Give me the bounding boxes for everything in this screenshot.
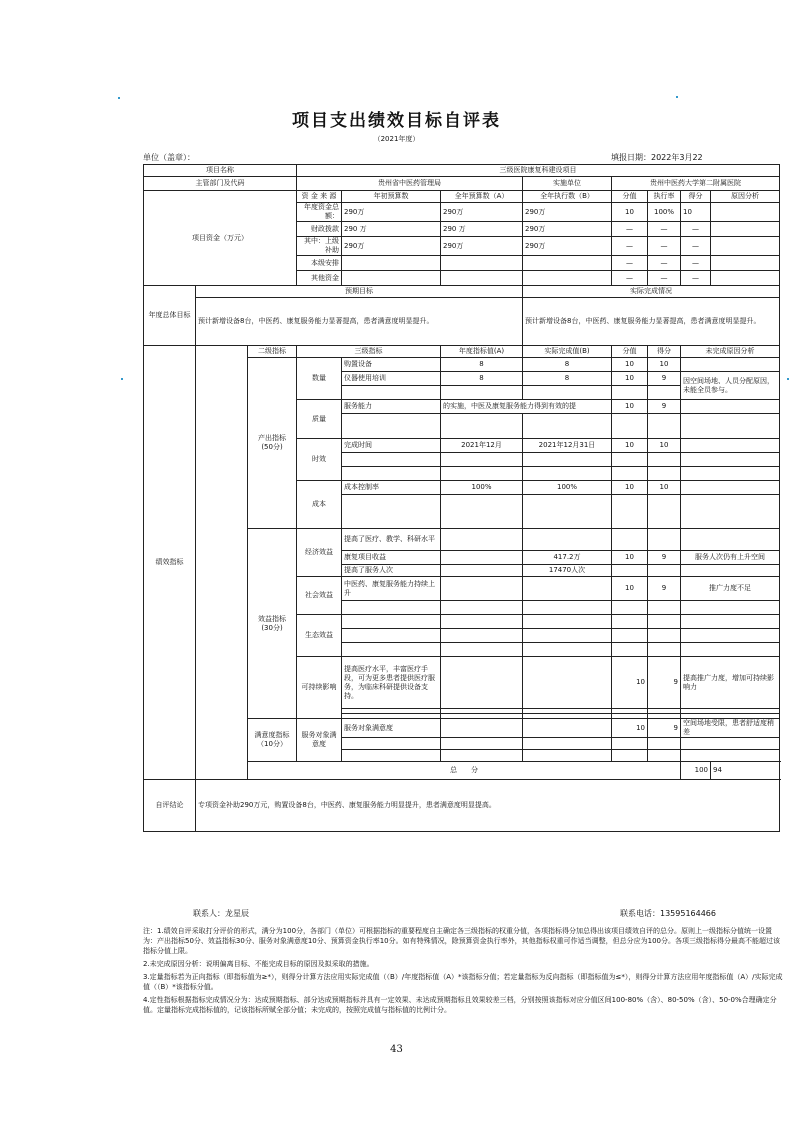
funds-row-score-value: — (612, 222, 648, 237)
funds-row-rate: — (648, 256, 681, 271)
contact-person: 联系人：龙星辰 (193, 909, 249, 918)
funds-row-reason (711, 271, 780, 286)
funds-row-score: — (681, 256, 711, 271)
funds-row-name: 其他资金 (297, 271, 342, 286)
indicator-score: 9 (648, 551, 681, 565)
satisfaction-score: （10分） (257, 740, 287, 748)
funds-row-score-value: — (612, 256, 648, 271)
indicator-name: 中医药、康复服务能力持续上升 (342, 577, 441, 601)
funds-row-reason (711, 203, 780, 222)
indicator-name: 提高了医疗、教学、科研水平 (342, 529, 441, 551)
indicator-reason: 推广力度不足 (681, 577, 780, 601)
indicator-actual: 100% (523, 481, 612, 495)
funds-row-rate: — (648, 237, 681, 256)
unit-label: 单位（盖章）： (143, 153, 195, 162)
funds-row-initial (342, 271, 441, 286)
indicator-score-value: 10 (612, 358, 648, 372)
funds-row-score-value: — (612, 237, 648, 256)
funds-row-score: — (681, 222, 711, 237)
margin-mark (676, 96, 678, 98)
indicator-score: 9 (648, 400, 681, 414)
page-number: 43 (390, 1044, 403, 1055)
indicator-score: 9 (648, 719, 681, 738)
actual-header: 实际完成情况 (523, 286, 780, 298)
service-object-label: 服务对象满意度 (297, 719, 342, 762)
indicator-target: 8 (441, 372, 523, 386)
indicator-target: 8 (441, 358, 523, 372)
total-label: 总 分 (248, 762, 681, 780)
indicator-name: 完成时间 (342, 439, 441, 453)
margin-mark (787, 378, 789, 380)
output-indicator (248, 358, 297, 529)
indicator-actual: 2021年12月31日 (523, 439, 612, 453)
indicator-score: 10 (648, 439, 681, 453)
perf-header-score: 得分 (648, 346, 681, 358)
notes-section (143, 926, 783, 1018)
actual-result: 预计新增设备8台，中医药、康复服务能力显著提高，患者满意度明显提升。 (523, 298, 780, 346)
perf-header-reason: 未完成原因分析 (681, 346, 780, 358)
benefit-indicator (248, 529, 297, 719)
ecological-label: 生态效益 (297, 615, 342, 657)
indicator-score-value: 10 (612, 400, 648, 414)
funds-header-reason: 原因分析 (711, 191, 780, 203)
funds-row-initial: 290 万 (342, 222, 441, 237)
contact-phone-label: 联系电话： (620, 909, 660, 918)
perf-header-level2: 二级指标 (248, 346, 297, 358)
output-score: (50分) (261, 443, 283, 451)
indicator-score-value: 10 (612, 577, 648, 601)
report-year: （2021年度） (373, 135, 420, 143)
contact-phone (620, 908, 716, 919)
expected-header: 预期目标 (196, 286, 523, 298)
funds-header-exec: 全年执行数（B） (523, 191, 612, 203)
total-score: 94 (711, 762, 780, 780)
funds-header-score-value: 分值 (612, 191, 648, 203)
funds-row-score: — (681, 271, 711, 286)
indicator-score-value: 10 (612, 657, 648, 709)
perf-header-target: 年度指标值(A) (441, 346, 523, 358)
impl-value: 贵州中医药大学第二附属医院 (612, 177, 780, 191)
quality-label: 质量 (297, 400, 342, 439)
economic-label: 经济效益 (297, 529, 342, 577)
indicator-score-value: 10 (612, 372, 648, 386)
funds-row-initial (342, 256, 441, 271)
funds-row-full: 290 万 (441, 222, 523, 237)
perf-label: 绩效指标 (144, 346, 196, 780)
timeliness-label: 时效 (297, 439, 342, 481)
indicator-name: 服务能力 (342, 400, 441, 414)
funds-row-rate: — (648, 222, 681, 237)
funds-header-rate: 执行率 (648, 191, 681, 203)
conclusion-text: 专项资金补助290万元，购置设备8台，中医药、康复服务能力明显提升，患者满意度明显提高。 (196, 780, 780, 832)
indicator-target: 的实施，中医及康复服务能力得到有效的提 (441, 400, 612, 414)
indicator-score-value: 10 (612, 719, 648, 738)
output-label: 产出指标 (258, 434, 286, 442)
funds-header-source: 资 金 来 源 (297, 191, 342, 203)
funds-row-initial: 290万 (342, 203, 441, 222)
indicator-name: 购置设备 (342, 358, 441, 372)
funds-row-exec: 290万 (523, 203, 612, 222)
funds-row-rate: 100% (648, 203, 681, 222)
impl-label: 实施单位 (523, 177, 612, 191)
margin-mark (121, 378, 123, 380)
indicator-score-value: 10 (612, 481, 648, 495)
indicator-name: 提高了服务人次 (342, 565, 441, 577)
sustainable-label: 可持续影响 (297, 657, 342, 719)
indicator-reason: 空间场地受限，患者舒适度稍差 (681, 719, 780, 738)
indicator-score-value: 10 (612, 551, 648, 565)
social-label: 社会效益 (297, 577, 342, 615)
fill-date: 填报日期：2022年3月22 (611, 153, 703, 162)
indicator-reason: 服务人次仍有上升空间 (681, 551, 780, 565)
satisfaction-indicator (248, 719, 297, 762)
funds-row-full (441, 256, 523, 271)
perf-header-level3: 三级指标 (297, 346, 441, 358)
indicator-actual: 417.2万 (523, 551, 612, 565)
funds-row-score-value: — (612, 271, 648, 286)
indicator-score: 9 (648, 372, 681, 386)
quantity-label: 数量 (297, 358, 342, 400)
indicator-actual: 8 (523, 372, 612, 386)
indicator-score: 10 (648, 481, 681, 495)
indicator-name: 康复项目收益 (342, 551, 441, 565)
indicator-name: 仪器使用培训 (342, 372, 441, 386)
funds-row-exec: 290万 (523, 222, 612, 237)
note-item: 2.未完成原因分析：说明偏离目标、不能完成目标的原因及拟采取的措施。 (143, 960, 374, 968)
indicator-reason: 提高推广力度，增加可持续影响力 (681, 657, 780, 709)
funds-row-exec (523, 271, 612, 286)
funds-row-name: 财政拨款 (297, 222, 342, 237)
indicator-actual: 17470人次 (523, 565, 612, 577)
funds-row-name: 其中：上级补助 (297, 237, 342, 256)
funds-header-score: 得分 (681, 191, 711, 203)
indicator-score-value: 10 (612, 439, 648, 453)
conclusion-label: 自评结论 (144, 780, 196, 832)
indicator-reason: 因空间场地、人员分配原因，未能全员参与。 (681, 372, 780, 400)
funds-header-initial: 年初预算数 (342, 191, 441, 203)
expected-goal: 预计新增设备8台，中医药、康复服务能力显著提高，患者满意度明显提升。 (196, 298, 523, 346)
indicator-actual: 8 (523, 358, 612, 372)
funds-row-score: 10 (681, 203, 711, 222)
dept-label: 主管部门及代码 (144, 177, 297, 191)
funds-row-score-value: 10 (612, 203, 648, 222)
project-name: 三级医院康复科建设项目 (297, 165, 780, 177)
perf-header-actual: 实际完成值(B) (523, 346, 612, 358)
funds-row-reason (711, 222, 780, 237)
dept-value: 贵州省中医药管理局 (297, 177, 523, 191)
benefit-label: 效益指标 (258, 614, 286, 623)
note-item: 3.定量指标若为正向指标（即指标值为≥*），则得分计算方法应用实际完成值（（B）/年度指标值（A）*该指标分值；若定量指标为反向指标（即指标值为≤*），则得分计算方法应用年度指标值（A）/实际完成值（（B）*该指标分值。 (143, 973, 783, 991)
self-evaluation-table (143, 164, 780, 832)
indicator-name: 服务对象满意度 (342, 719, 441, 738)
perf-header-score-value: 分值 (612, 346, 648, 358)
funds-row-score: — (681, 237, 711, 256)
margin-mark (118, 97, 120, 99)
benefit-score: (30分) (261, 623, 283, 632)
project-name-label: 项目名称 (144, 165, 297, 177)
funds-row-initial: 290万 (342, 237, 441, 256)
contact-phone-number: 13595164466 (660, 909, 716, 918)
indicator-score: 10 (648, 358, 681, 372)
funds-row-full: 290万 (441, 237, 523, 256)
funds-row-full: 290万 (441, 203, 523, 222)
indicator-name: 成本控制率 (342, 481, 441, 495)
funds-row-reason (711, 256, 780, 271)
funds-row-rate: — (648, 271, 681, 286)
overall-label: 年度总体目标 (144, 286, 196, 346)
funds-row-exec: 290万 (523, 237, 612, 256)
funds-row-exec (523, 256, 612, 271)
note-item: 注：1.绩效自评采取打分评价的形式，满分为100分，各部门（单位）可根据指标的重要程度自主确定各三级指标的权重分值，各项指标得分加总得出该项目绩效自评的总分。原则上一级指标分值统一设置为：产出指标50分、效益指标30分、服务对象满意度10分、预算资金执行率10分。如有特殊情况，除预算资金执行率外，其他指标权重可作适当调整，但总分应为100分。各项三级指标得分最高不能超过该指标分值上限。 (143, 927, 780, 955)
indicator-score: 9 (648, 657, 681, 709)
funds-label: 项目资金（万元） (144, 191, 297, 286)
funds-row-name: 年度资金总额： (297, 203, 342, 222)
indicator-name: 提高医疗水平，丰富医疗手段，可为更多患者提供医疗服务，为临床科研提供设备支持。 (342, 657, 441, 709)
funds-header-full: 全年预算数（A） (441, 191, 523, 203)
indicator-score: 9 (648, 577, 681, 601)
note-item: 4.定性指标根据指标完成情况分为：达成预期指标、部分达成预期指标并具有一定效果、未达成预期指标且效果较差三档，分别按照该指标对应分值区间100-80%（含）、80-50%（含）、50-0%合理确定分值。定量指标完成指标值的，记该指标所赋全部分值；未完成的，按照完成值与指标值的比例计分。 (143, 996, 777, 1014)
funds-row-full (441, 271, 523, 286)
page-title: 项目支出绩效目标自评表 (292, 111, 501, 131)
funds-row-name: 本级安排 (297, 256, 342, 271)
indicator-target: 100% (441, 481, 523, 495)
total-score-value: 100 (681, 762, 711, 780)
satisfaction-label: 满意度指标 (254, 731, 290, 739)
cost-label: 成本 (297, 481, 342, 529)
indicator-target: 2021年12月 (441, 439, 523, 453)
funds-row-reason (711, 237, 780, 256)
